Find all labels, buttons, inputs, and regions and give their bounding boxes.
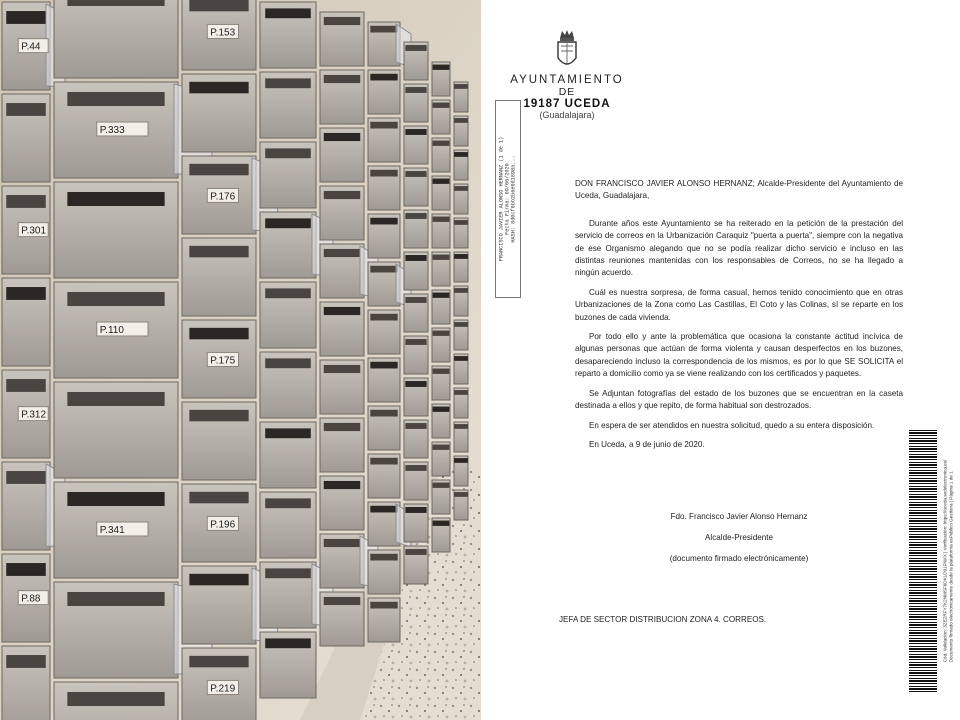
mailbox-slot bbox=[189, 656, 248, 667]
mailbox-slot bbox=[454, 492, 468, 497]
mailbox-slot bbox=[433, 407, 450, 412]
mailbox-label: P.110 bbox=[99, 325, 124, 336]
signature-note: (documento firmado electrónicamente) bbox=[669, 554, 809, 563]
org-town: 19187 UCEDA bbox=[523, 98, 611, 110]
paragraph-2: Cuál es nuestra sorpresa, de forma casual, hemos tenido conocimiento que en otras Urbanizaciones de la Zona como Las Castillas, El Coto y las Colinas, sí se reparte en los buzones de cada vivienda. bbox=[575, 287, 903, 322]
mailbox-slot bbox=[405, 423, 426, 429]
mailbox-label: P.196 bbox=[210, 519, 236, 531]
mailbox-slot bbox=[324, 481, 360, 489]
mailbox-slot bbox=[405, 507, 426, 513]
mailbox-slot bbox=[67, 0, 164, 6]
mailbox-slot bbox=[405, 45, 426, 51]
mailbox-slot bbox=[405, 297, 426, 303]
mailbox-slot bbox=[454, 322, 468, 327]
paragraph-4: Se Adjuntan fotografías del estado de los buzones que se encuentran en la caseta destinada a ellos y que repito, de forma habitual son destrozados. bbox=[575, 388, 903, 411]
mailbox-slot bbox=[454, 390, 468, 395]
mailbox-slot bbox=[189, 328, 248, 339]
paragraph-3: Por todo ello y ante la problemática que ocasiona la constante actitud incívica de algunas personas que actúan de forma violenta y causan desperfectos en los buzones, desapareciendo incluso la correspondencia de los mismos, es por lo que SE SOLICITA el reparto a domicilio como ya se viene realizando con los certificados y paquetes. bbox=[575, 332, 903, 379]
mailbox-slot bbox=[405, 255, 426, 261]
mailbox-slot bbox=[454, 458, 468, 463]
signer-role: Alcalde-Presidente bbox=[705, 533, 773, 542]
mailbox-label: P.176 bbox=[210, 191, 236, 203]
mailbox-slot bbox=[6, 655, 46, 668]
mailbox-slot bbox=[265, 568, 311, 578]
mailbox-slot bbox=[370, 314, 397, 321]
mailbox-slot bbox=[6, 11, 46, 24]
org-de: DE bbox=[558, 86, 576, 98]
mailbox-slot bbox=[189, 246, 248, 257]
org-name: AYUNTAMIENTO bbox=[510, 74, 624, 86]
mailbox-slot bbox=[370, 170, 397, 177]
mailbox-slot bbox=[189, 410, 248, 421]
mailbox-label: P.44 bbox=[21, 41, 41, 53]
mailbox-slot bbox=[405, 87, 426, 93]
mailbox-slot bbox=[6, 471, 46, 484]
mailbox-slot bbox=[324, 423, 360, 431]
mailbox-label: P.88 bbox=[21, 593, 41, 605]
mailbox-slot bbox=[324, 597, 360, 605]
mailbox-slot bbox=[405, 129, 426, 135]
mailbox-slot bbox=[189, 0, 248, 11]
mailbox-slot bbox=[433, 103, 450, 108]
mailbox-slot bbox=[324, 75, 360, 83]
mailbox-slot bbox=[405, 339, 426, 345]
mailbox-slot bbox=[433, 445, 450, 450]
paragraph-5: En espera de ser atendidos en nuestra solicitud, quedo a su entera disposición. bbox=[589, 420, 875, 430]
mailbox-label: P.333 bbox=[99, 125, 125, 136]
mailbox-label: P.175 bbox=[210, 355, 236, 367]
mailbox-label: P.219 bbox=[210, 683, 236, 695]
signer-name: Fdo. Francisco Javier Alonso Hernanz bbox=[670, 512, 808, 521]
mailbox-slot bbox=[67, 292, 164, 306]
mailbox-slot bbox=[370, 602, 397, 609]
mailbox-slot bbox=[324, 133, 360, 141]
official-letter bbox=[481, 0, 960, 720]
mailbox-slot bbox=[405, 381, 426, 387]
stamp-line-1: FRANCISCO JAVIER ALONSO HERNANZ (1 de 1) bbox=[498, 136, 505, 262]
mailbox-slot bbox=[370, 122, 397, 129]
mailbox-slot bbox=[370, 554, 397, 561]
mailbox-slot bbox=[189, 82, 248, 93]
mailbox-label: P.153 bbox=[210, 27, 236, 39]
mailbox-slot bbox=[67, 692, 164, 706]
mailbox-slot bbox=[433, 293, 450, 298]
mailbox-slot bbox=[6, 563, 46, 576]
mailbox-slot bbox=[454, 84, 468, 89]
mailbox-slot bbox=[265, 498, 311, 508]
mailbox-slot bbox=[433, 483, 450, 488]
mailbox-slot bbox=[454, 118, 468, 123]
mailbox-slot bbox=[6, 379, 46, 392]
mailbox bbox=[54, 0, 178, 78]
stamp-line-2: Fecha Firma: 09/06/2020 bbox=[504, 163, 511, 235]
mailbox-slot bbox=[370, 26, 397, 33]
mailbox-slot bbox=[189, 164, 248, 175]
mailbox-slot bbox=[370, 458, 397, 465]
mailbox-slot bbox=[265, 218, 311, 228]
mailbox-slot bbox=[189, 574, 248, 585]
mailbox-slot bbox=[370, 506, 397, 513]
mailbox-slot bbox=[370, 218, 397, 225]
mailbox-slot bbox=[324, 191, 360, 199]
mailbox-slot bbox=[265, 288, 311, 298]
mailbox-slot bbox=[433, 521, 450, 526]
mailbox-slot bbox=[189, 492, 248, 503]
mailbox-label: P.301 bbox=[21, 225, 47, 237]
mailbox-slot bbox=[433, 331, 450, 336]
stamp-line-3: HASH: 8d0cf0bb2b6e0d1898a... bbox=[511, 155, 518, 243]
mailbox-slot bbox=[67, 592, 164, 606]
mailbox-slot bbox=[433, 179, 450, 184]
mailbox-slot bbox=[433, 217, 450, 222]
mailbox-slot bbox=[370, 410, 397, 417]
signature-stamp bbox=[495, 100, 521, 298]
mailbox-slot bbox=[433, 369, 450, 374]
mailbox-slot bbox=[405, 465, 426, 471]
mailbox-slot bbox=[454, 356, 468, 361]
org-province: (Guadalajara) bbox=[539, 110, 595, 120]
mailbox-slot bbox=[67, 92, 164, 106]
validation-line-1: Cód. Validación: 3ZEZRFY7K2NMSF6DK1D91FNXX | Verificación: https://uceda.sedelectronica.es/ bbox=[942, 459, 948, 663]
mailbox-slot bbox=[433, 255, 450, 260]
letter-body bbox=[575, 178, 903, 458]
mailbox-slot bbox=[265, 428, 311, 438]
mailbox-slot bbox=[454, 288, 468, 293]
mailbox-slot bbox=[433, 65, 450, 70]
mailbox-slot bbox=[454, 186, 468, 191]
mailbox-slot bbox=[405, 171, 426, 177]
mailbox-slot bbox=[6, 103, 46, 116]
mailbox-slot bbox=[265, 148, 311, 158]
mailbox-slot bbox=[370, 266, 397, 273]
mailbox-slot bbox=[324, 249, 360, 257]
mailbox-slot bbox=[454, 254, 468, 259]
mailbox-slot bbox=[67, 192, 164, 206]
mailbox-slot bbox=[324, 365, 360, 373]
mailbox-slot bbox=[6, 287, 46, 300]
mailbox-slot bbox=[67, 392, 164, 406]
paragraph-1: Durante años este Ayuntamiento se ha reiterado en la petición de la prestación del servicio de correos en la Urbanización Caraquiz "puerta a puerta", siempre con la negativa de ese Organismo alegando que no se podía realizar dicho servicio e incluso en las distintas reuniones mantenidas con los responsables de Correos, no se ha llegado a ningún acuerdo. bbox=[575, 218, 903, 278]
addressee: DON FRANCISCO JAVIER ALONSO HERNANZ; Alcalde-Presidente del Ayuntamiento de Uceda, Guadalajara, bbox=[575, 179, 903, 201]
barcode-icon bbox=[909, 430, 937, 692]
mailbox-slot bbox=[370, 74, 397, 81]
mailbox-slot bbox=[6, 195, 46, 208]
validation-line-2: Documento firmado electrónicamente desde la plataforma esPublico Gestiona | Página 1 de 1 bbox=[948, 471, 953, 663]
mailbox-slot bbox=[324, 17, 360, 25]
mailbox-slot bbox=[405, 213, 426, 219]
mailbox-slot bbox=[265, 78, 311, 88]
recipient-footer: JEFA DE SECTOR DISTRIBUCION ZONA 4. CORREOS. bbox=[559, 615, 767, 624]
mailbox-slot bbox=[265, 358, 311, 368]
mailbox-slot bbox=[433, 141, 450, 146]
mailbox-slot bbox=[370, 362, 397, 369]
mailbox-slot bbox=[454, 152, 468, 157]
mailbox-slot bbox=[67, 492, 164, 506]
mailbox-label: P.312 bbox=[21, 409, 47, 421]
mailbox-slot bbox=[454, 424, 468, 429]
mailbox-slot bbox=[265, 8, 311, 18]
mailbox-slot bbox=[265, 638, 311, 648]
coat-of-arms-icon bbox=[554, 28, 580, 72]
mailbox-slot bbox=[324, 307, 360, 315]
mailbox-slot bbox=[324, 539, 360, 547]
mailbox-slot bbox=[405, 549, 426, 555]
mailbox-slot bbox=[454, 220, 468, 225]
letter-date: En Uceda, a 9 de junio de 2020. bbox=[589, 439, 705, 449]
mailbox-label: P.341 bbox=[99, 525, 125, 536]
validation-text bbox=[939, 430, 957, 692]
